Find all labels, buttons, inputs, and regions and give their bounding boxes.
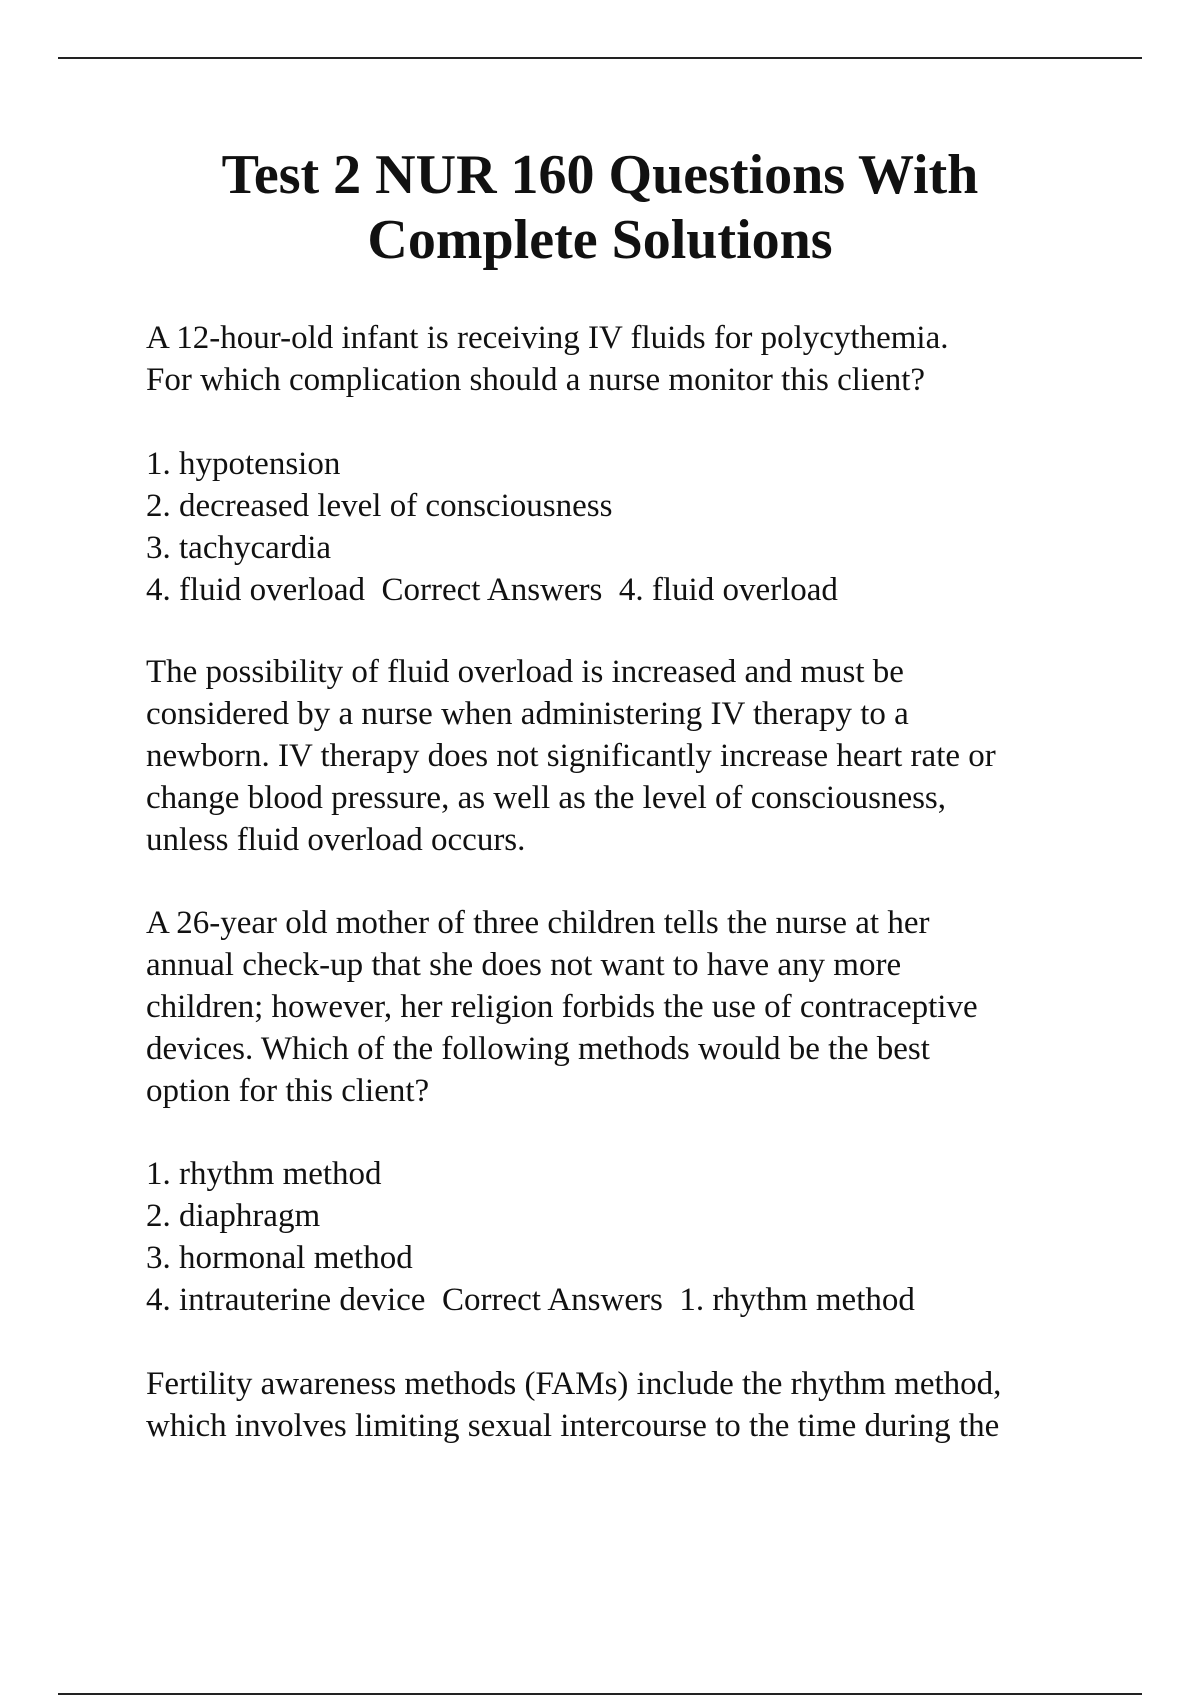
q2-question-line: option for this client? bbox=[146, 1073, 430, 1109]
q1-rationale-line: considered by a nurse when administering IV therapy to a bbox=[146, 696, 909, 732]
q2-rationale-line: which involves limiting sexual intercourse to the time during the bbox=[146, 1408, 1000, 1444]
q1-question bbox=[146, 317, 1106, 401]
q2-option-2: 2. diaphragm bbox=[146, 1198, 321, 1234]
q1-question-line: For which complication should a nurse monitor this client? bbox=[146, 362, 926, 398]
q1-rationale-line: newborn. IV therapy does not significantly increase heart rate or bbox=[146, 738, 996, 774]
q2-option-3: 3. hormonal method bbox=[146, 1240, 413, 1276]
q1-option-4-with-answer: 4. fluid overload Correct Answers 4. fluid overload bbox=[146, 572, 838, 608]
bottom-rule bbox=[58, 1693, 1142, 1695]
q2-question-line: children; however, her religion forbids the use of contraceptive bbox=[146, 989, 978, 1025]
q1-rationale-line: The possibility of fluid overload is increased and must be bbox=[146, 654, 904, 690]
page-title bbox=[0, 143, 1200, 273]
q1-question-line: A 12-hour-old infant is receiving IV fluids for polycythemia. bbox=[146, 320, 949, 356]
q1-option-3: 3. tachycardia bbox=[146, 530, 332, 566]
q1-option-2: 2. decreased level of consciousness bbox=[146, 488, 613, 524]
q1-options bbox=[146, 443, 1106, 611]
top-rule bbox=[58, 57, 1142, 59]
q2-option-4-with-answer: 4. intrauterine device Correct Answers 1. rhythm method bbox=[146, 1282, 915, 1318]
q2-rationale-line: Fertility awareness methods (FAMs) include the rhythm method, bbox=[146, 1366, 1002, 1402]
q2-question-line: devices. Which of the following methods would be the best bbox=[146, 1031, 930, 1067]
q1-option-1: 1. hypotension bbox=[146, 446, 341, 482]
q2-question bbox=[146, 902, 1106, 1112]
q2-options bbox=[146, 1153, 1106, 1321]
q1-rationale bbox=[146, 651, 1106, 861]
title-line-1: Test 2 NUR 160 Questions With bbox=[221, 144, 979, 206]
q2-option-1: 1. rhythm method bbox=[146, 1156, 382, 1192]
q2-question-line: annual check-up that she does not want to have any more bbox=[146, 947, 902, 983]
q2-rationale bbox=[146, 1363, 1106, 1447]
q1-rationale-line: unless fluid overload occurs. bbox=[146, 822, 526, 858]
q2-question-line: A 26-year old mother of three children tells the nurse at her bbox=[146, 905, 930, 941]
q1-rationale-line: change blood pressure, as well as the level of consciousness, bbox=[146, 780, 947, 816]
title-line-2: Complete Solutions bbox=[367, 209, 833, 271]
